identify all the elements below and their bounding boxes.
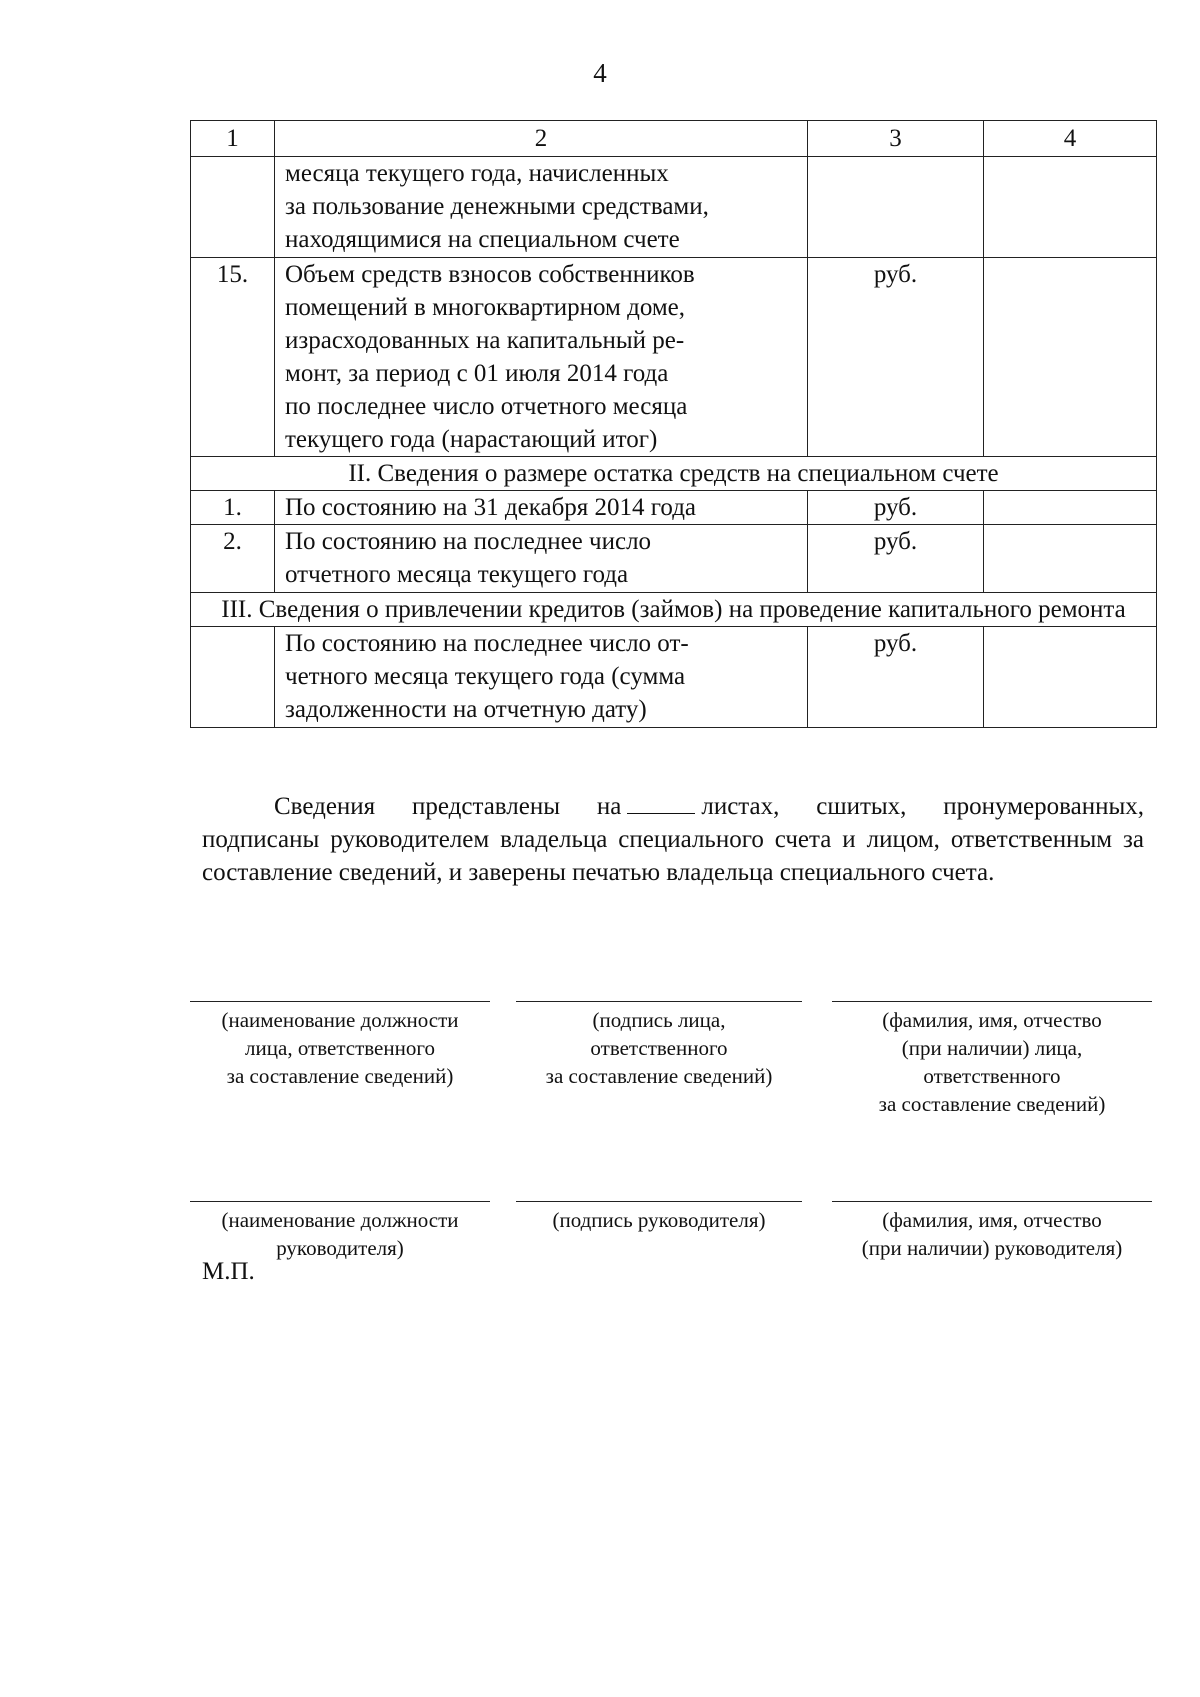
row-value	[984, 157, 1157, 258]
row-number: 2.	[191, 525, 275, 593]
sheet-count-blank	[627, 791, 695, 814]
row-unit: руб.	[808, 525, 984, 593]
table-row	[191, 491, 1157, 525]
row-value	[984, 491, 1157, 525]
head-signature-line	[516, 1201, 802, 1202]
table-row	[191, 157, 1157, 258]
column-header: 3	[808, 121, 984, 157]
row-number	[191, 627, 275, 728]
page-number: 4	[593, 58, 607, 88]
row-number: 15.	[191, 258, 275, 457]
head-position-caption: (наименование должности руководителя)	[221, 1208, 459, 1260]
section-title: III. Сведения о привлечении кредитов (займов) на проведение капитального ремонта	[191, 593, 1157, 627]
row-unit: руб.	[808, 258, 984, 457]
responsible-position-caption: (наименование должности лица, ответственного за составление сведений)	[221, 1008, 459, 1088]
paragraph-lead: Сведения представлены на	[274, 793, 622, 820]
row-description: По состоянию на 31 декабря 2014 года	[275, 491, 808, 525]
row-unit: руб.	[808, 491, 984, 525]
row-description: месяца текущего года, начисленных за пользование денежными средствами, находящимися на специальном счете	[275, 157, 808, 258]
column-header: 2	[275, 121, 808, 157]
row-value	[984, 525, 1157, 593]
row-number: 1.	[191, 491, 275, 525]
row-description: Объем средств взносов собственников помещений в многоквартирном доме, израсходованных на капитальный ре- монт, за период с 01 июля 2014 года по последнее число отчетного месяца текущего года (нарастающий итог)	[275, 258, 808, 457]
row-unit: руб.	[808, 627, 984, 728]
head-signature-caption: (подпись руководителя)	[552, 1208, 766, 1232]
table-row	[191, 627, 1157, 728]
table-header-row	[191, 121, 1157, 157]
row-value	[984, 258, 1157, 457]
head-position-signature-line	[190, 1201, 490, 1202]
table-row	[191, 258, 1157, 457]
section-title: II. Сведения о размере остатка средств на специальном счете	[191, 457, 1157, 491]
head-name-caption: (фамилия, имя, отчество (при наличии) руководителя)	[861, 1208, 1123, 1260]
responsible-signature-caption: (подпись лица, ответственного за составление сведений)	[545, 1008, 773, 1088]
submission-paragraph	[202, 790, 1144, 889]
column-header: 1	[191, 121, 275, 157]
name-signature-line	[832, 1001, 1152, 1002]
section-title-row	[191, 457, 1157, 491]
responsible-name-caption: (фамилия, имя, отчество (при наличии) лица, ответственного за составление сведений)	[878, 1008, 1106, 1116]
row-description: По состоянию на последнее число отчетного месяца текущего года	[275, 525, 808, 593]
row-number	[191, 157, 275, 258]
row-value	[984, 627, 1157, 728]
row-description: По состоянию на последнее число от- четного месяца текущего года (сумма задолженности на отчетную дату)	[275, 627, 808, 728]
column-header: 4	[984, 121, 1157, 157]
stamp-label: М.П.	[202, 1258, 255, 1285]
position-signature-line	[190, 1001, 490, 1002]
section-title-row	[191, 593, 1157, 627]
report-table	[190, 120, 1157, 728]
paragraph-rest: листах, сшитых, пронумерованных, подписаны руководителем владельца специального счета и лицом, ответственным за составление сведений, и заверены печатью владельца специального счета.	[202, 793, 1144, 886]
signature-line	[516, 1001, 802, 1002]
head-name-signature-line	[832, 1201, 1152, 1202]
row-unit	[808, 157, 984, 258]
table-row	[191, 525, 1157, 593]
